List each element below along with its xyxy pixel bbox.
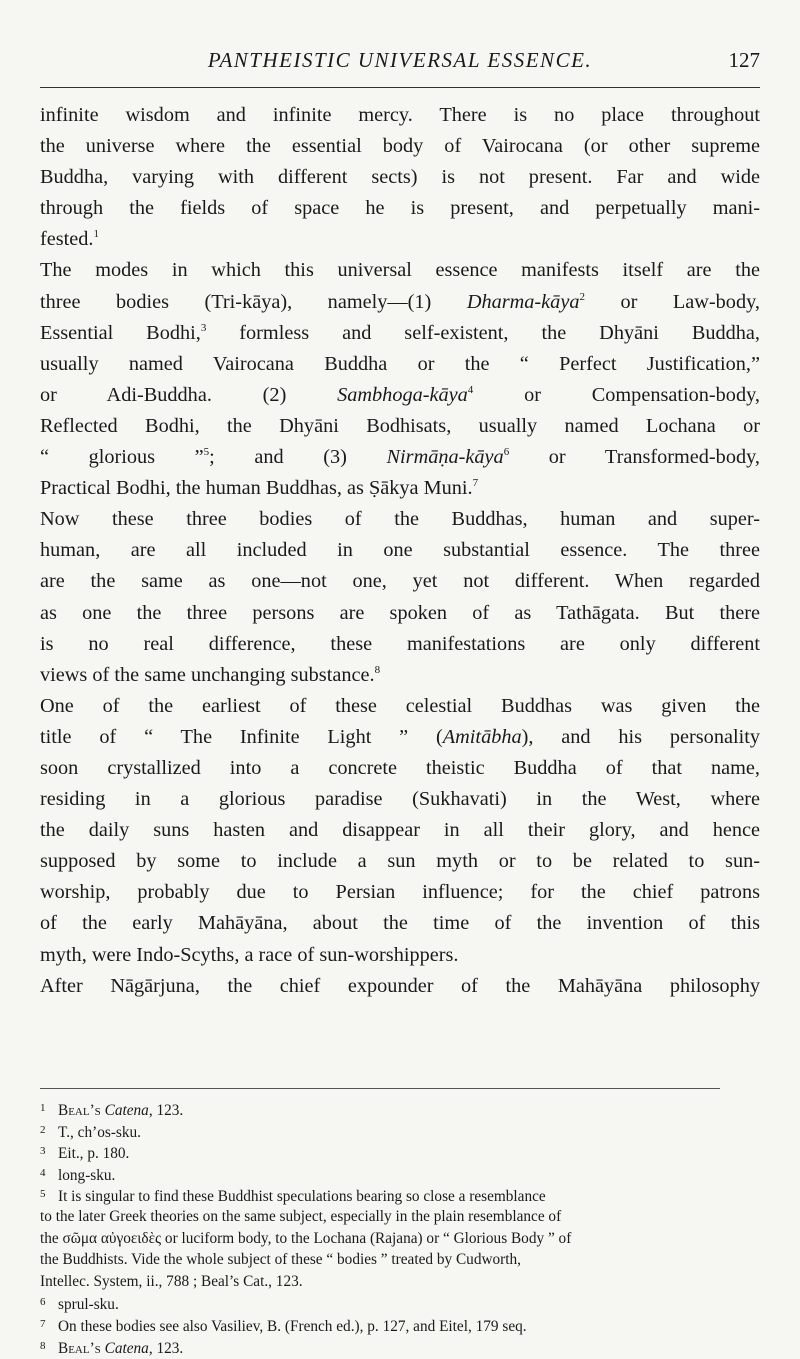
text-line: human, are all included in one substantial essence. The three [40,539,760,562]
footnote-text: sprul-sku. [58,1296,119,1314]
text-line [40,287,760,318]
footnote-text: Catena [104,1102,149,1119]
footnote-number: 1 [40,1102,46,1114]
text-line: residing in a glorious paradise (Sukhavati) in the West, where [40,788,760,811]
footnotes [40,1098,760,1357]
term-amitabha: Amitābha [442,725,522,748]
footnote-ref: 5 [203,446,210,459]
text-line [40,380,760,411]
footnote [40,1098,760,1120]
text-line: through the fields of space he is present, and perpetually mani- [40,197,760,220]
line-text: or Transformed-body, [509,446,760,469]
footnote-text: long-sku. [58,1166,116,1184]
line-text: or Adi-Buddha. (2) [40,383,338,406]
text-line: the daily suns hasten and disappear in all their glory, and hence [40,819,760,842]
footnote-number: 2 [40,1123,46,1136]
header-rule [40,87,760,88]
line-text: views of the same unchanging substance. [40,663,375,686]
page-number: 127 [728,48,760,72]
text-line: the universe where the essential body of Vairocana (or other supreme [40,135,760,158]
line-text: ), and his personality [521,725,761,748]
term-sambhoga-kaya: Sambhoga-kāya [337,383,468,406]
footnote [40,1336,760,1358]
text-line [40,722,760,753]
footnote-text: Eit., p. 180. [58,1145,130,1163]
footnote-continuation: the σῶμα αὐγοειδὲς or luciform body, to the Lochana (Rajana) or “ Glorious Body ” of [40,1229,572,1247]
footnote-rule [40,1088,720,1089]
text-line: After Nāgārjuna, the chief expounder of the Mahāyāna philosophy [40,974,760,997]
footnote-continuation: Intellec. System, ii., 788 ; Beal’s Cat., 123. [40,1272,303,1290]
term-nirmana-kaya: Nirmāṇa-kāya [386,446,504,469]
text-line [40,473,760,504]
text-line: supposed by some to include a sun myth or to be related to sun- [40,850,760,873]
term-dharma-kaya: Dharma-kāya [466,290,580,313]
text-line [40,442,760,473]
footnote-ref: 6 [503,446,510,459]
footnote [40,1314,760,1336]
footnote-ref: 7 [472,477,479,490]
text-line: The modes in which this universal essence manifests itself are the [40,259,760,282]
line-text: “ glorious ” [40,446,204,469]
footnote-text: Beal’s [58,1102,105,1119]
footnote-number: 6 [40,1296,46,1309]
line-text: formless and self-existent, the Dhyāni Buddha, [206,321,760,344]
footnote [40,1141,760,1163]
text-line: is no real difference, these manifestations are only different [40,632,760,655]
text-line: usually named Vairocana Buddha or the “ Perfect Justification,” [40,352,760,375]
text-line: are the same as one—not one, yet not different. When regarded [40,570,760,593]
text-line: Reflected Bodhi, the Dhyāni Bodhisats, usually named Lochana or [40,414,760,437]
running-title: PANTHEISTIC UNIVERSAL ESSENCE. [207,48,593,72]
footnote-continuation: to the later Greek theories on the same subject, especially in the plain resemblance of [40,1207,562,1225]
text-line: One of the earliest of these celestial Buddhas was given the [40,694,760,717]
text-line [40,318,760,349]
text-line: worship, probably due to Persian influence; for the chief patrons [40,881,760,904]
text-line: infinite wisdom and infinite mercy. There is no place throughout [40,104,760,126]
body-text [40,100,760,1002]
footnote-number: 3 [40,1145,46,1158]
footnote-number: 4 [40,1166,46,1179]
footnote-ref: 4 [467,383,474,396]
running-head [40,44,760,78]
footnote-text: Catena [104,1339,149,1357]
footnote-text: Beal’s [58,1339,105,1357]
footnote-number: 5 [40,1188,46,1201]
text-line: myth, were Indo-Scyths, a race of sun-worshippers. [40,943,459,966]
text-line: of the early Mahāyāna, about the time of the invention of this [40,912,760,935]
line-text: fested. [40,228,94,251]
footnote-continuation: the Buddhists. Vide the whole subject of these “ bodies ” treated by Cudworth, [40,1251,521,1269]
line-text: title of “ The Infinite Light ” ( [40,725,443,748]
footnote-text: T., ch’os-sku. [58,1123,141,1141]
footnote-ref: 2 [579,290,585,303]
text-line [40,224,760,255]
footnote [40,1184,760,1206]
footnote-ref: 8 [374,663,381,676]
text-line: Now these three bodies of the Buddhas, human and super- [40,508,760,531]
line-text: or Compensation-body, [473,383,760,406]
footnote-text: , 123. [148,1339,184,1357]
text-line: Buddha, varying with different sects) is not present. Far and wide [40,166,760,189]
footnote [40,1292,760,1314]
line-text: three bodies (Tri-kāya), namely—(1) [40,290,467,313]
footnote [40,1163,760,1185]
footnote-number: 8 [40,1339,46,1352]
text-line [40,660,760,691]
footnote [40,1120,760,1142]
footnote-text: On these bodies see also Vasiliev, B. (French ed.), p. 127, and Eitel, 179 seq. [58,1317,527,1335]
text-line: as one the three persons are spoken of as Tathāgata. But there [40,601,760,624]
line-text: Practical Bodhi, the human Buddhas, as Ṣākya Muni. [40,477,473,500]
footnote-ref: 1 [93,228,99,241]
text-line: soon crystallized into a concrete theistic Buddha of that name, [40,756,760,779]
footnote-ref: 3 [200,321,207,334]
footnote-text: It is singular to find these Buddhist speculations bearing so close a resemblance [58,1188,546,1206]
line-text: Essential Bodhi, [40,321,201,344]
line-text: ; and (3) [209,446,387,469]
footnote-number: 7 [40,1317,46,1330]
line-text: or Law-body, [584,290,760,313]
footnote-text: , 123. [148,1102,184,1119]
